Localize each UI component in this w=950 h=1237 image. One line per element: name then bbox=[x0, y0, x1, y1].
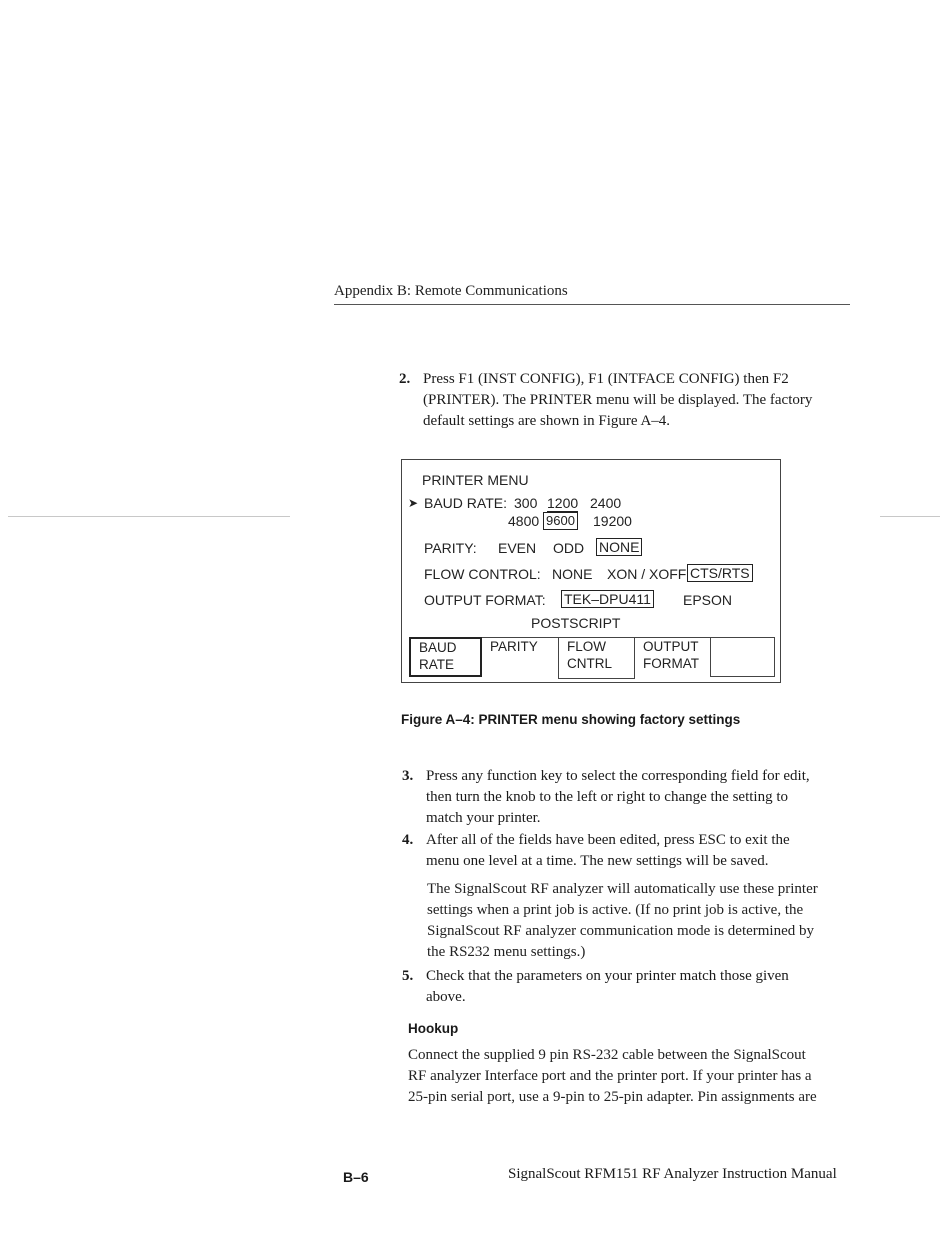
softkey-label: RATE bbox=[419, 657, 455, 672]
step-line: Press any function key to select the corresponding field for edit, bbox=[426, 768, 810, 784]
baud-rate-label: BAUD RATE: bbox=[424, 495, 507, 511]
baud-4800: 4800 bbox=[508, 513, 540, 529]
step-line: (PRINTER). The PRINTER menu will be displayed. The factory bbox=[423, 392, 813, 408]
softkey-bar bbox=[409, 637, 775, 679]
softkey-parity[interactable] bbox=[482, 637, 558, 678]
step-number: 5. bbox=[402, 968, 414, 984]
header-rule bbox=[334, 304, 850, 305]
output-epson: EPSON bbox=[683, 592, 733, 608]
step-line: then turn the knob to the left or right to change the setting to bbox=[426, 789, 788, 805]
flow-cts-rts-selected: CTS/RTS bbox=[687, 564, 753, 582]
output-format-label: OUTPUT FORMAT: bbox=[424, 592, 546, 608]
output-tek-selected: TEK–DPU411 bbox=[561, 590, 654, 608]
flow-none: NONE bbox=[552, 566, 593, 582]
softkey-baud-rate[interactable] bbox=[409, 637, 482, 677]
hookup-line: Connect the supplied 9 pin RS-232 cable between the SignalScout bbox=[408, 1047, 806, 1063]
step-number: 4. bbox=[402, 832, 414, 848]
note-line: settings when a print job is active. (If no print job is active, the bbox=[427, 902, 804, 918]
baud-2400: 2400 bbox=[590, 495, 622, 511]
softkey-output-format[interactable] bbox=[634, 637, 711, 678]
figure-caption: Figure A–4: PRINTER menu showing factory settings bbox=[401, 712, 741, 727]
flow-xon-xoff: XON / XOFF bbox=[607, 566, 687, 582]
softkey-label: FLOW bbox=[567, 639, 606, 654]
page-number: B–6 bbox=[343, 1169, 369, 1185]
step-line: above. bbox=[426, 989, 466, 1005]
note-line: The SignalScout RF analyzer will automatically use these printer bbox=[427, 881, 818, 897]
parity-none-selected: NONE bbox=[596, 538, 642, 556]
note-paragraph bbox=[427, 879, 857, 963]
softkey-label: FORMAT bbox=[643, 656, 699, 671]
parity-odd: ODD bbox=[553, 540, 585, 556]
hookup-line: RF analyzer Interface port and the printer port. If your printer has a bbox=[408, 1068, 812, 1084]
softkey-label: BAUD bbox=[419, 640, 457, 655]
margin-rule-right bbox=[880, 516, 940, 517]
manual-title: SignalScout RFM151 RF Analyzer Instruction Manual bbox=[508, 1166, 837, 1182]
step-number: 3. bbox=[402, 768, 414, 784]
hookup-paragraph bbox=[408, 1045, 858, 1108]
step-line: menu one level at a time. The new settings will be saved. bbox=[426, 853, 769, 869]
step-line: default settings are shown in Figure A–4. bbox=[423, 413, 671, 429]
baud-1200: 1200 bbox=[547, 495, 579, 511]
flow-control-label: FLOW CONTROL: bbox=[424, 566, 541, 582]
hookup-heading: Hookup bbox=[408, 1021, 459, 1036]
baud-19200: 19200 bbox=[593, 513, 632, 529]
output-postscript: POSTSCRIPT bbox=[531, 615, 621, 631]
printer-menu-screen bbox=[401, 459, 781, 683]
running-header: Appendix B: Remote Communications bbox=[334, 283, 568, 299]
note-line: SignalScout RF analyzer communication mode is determined by bbox=[427, 923, 815, 939]
step-2 bbox=[399, 369, 859, 433]
menu-title: PRINTER MENU bbox=[422, 472, 529, 488]
parity-even: EVEN bbox=[498, 540, 537, 556]
step-line: Press F1 (INST CONFIG), F1 (INTFACE CONFIG) then F2 bbox=[423, 371, 789, 387]
softkey-flow-cntrl[interactable] bbox=[558, 637, 635, 679]
step-line: match your printer. bbox=[426, 810, 541, 826]
softkey-label: PARITY bbox=[490, 639, 538, 654]
parity-label: PARITY: bbox=[424, 540, 477, 556]
baud-300: 300 bbox=[514, 495, 538, 511]
step-line: After all of the fields have been edited, press ESC to exit the bbox=[426, 832, 790, 848]
step-number: 2. bbox=[399, 371, 411, 387]
step-line: Check that the parameters on your printer match those given bbox=[426, 968, 789, 984]
note-line: the RS232 menu settings.) bbox=[427, 944, 586, 960]
hookup-line: 25-pin serial port, use a 9-pin to 25-pin adapter. Pin assignments are bbox=[408, 1089, 817, 1105]
baud-9600-selected: 9600 bbox=[543, 512, 578, 530]
softkey-blank[interactable] bbox=[710, 637, 775, 677]
cursor-arrow-icon: ➤ bbox=[408, 496, 419, 510]
step-5 bbox=[402, 966, 862, 1010]
step-3 bbox=[402, 766, 862, 830]
softkey-label: OUTPUT bbox=[643, 639, 699, 654]
step-4 bbox=[402, 830, 862, 874]
softkey-label: CNTRL bbox=[567, 656, 613, 671]
margin-rule-left bbox=[8, 516, 290, 517]
